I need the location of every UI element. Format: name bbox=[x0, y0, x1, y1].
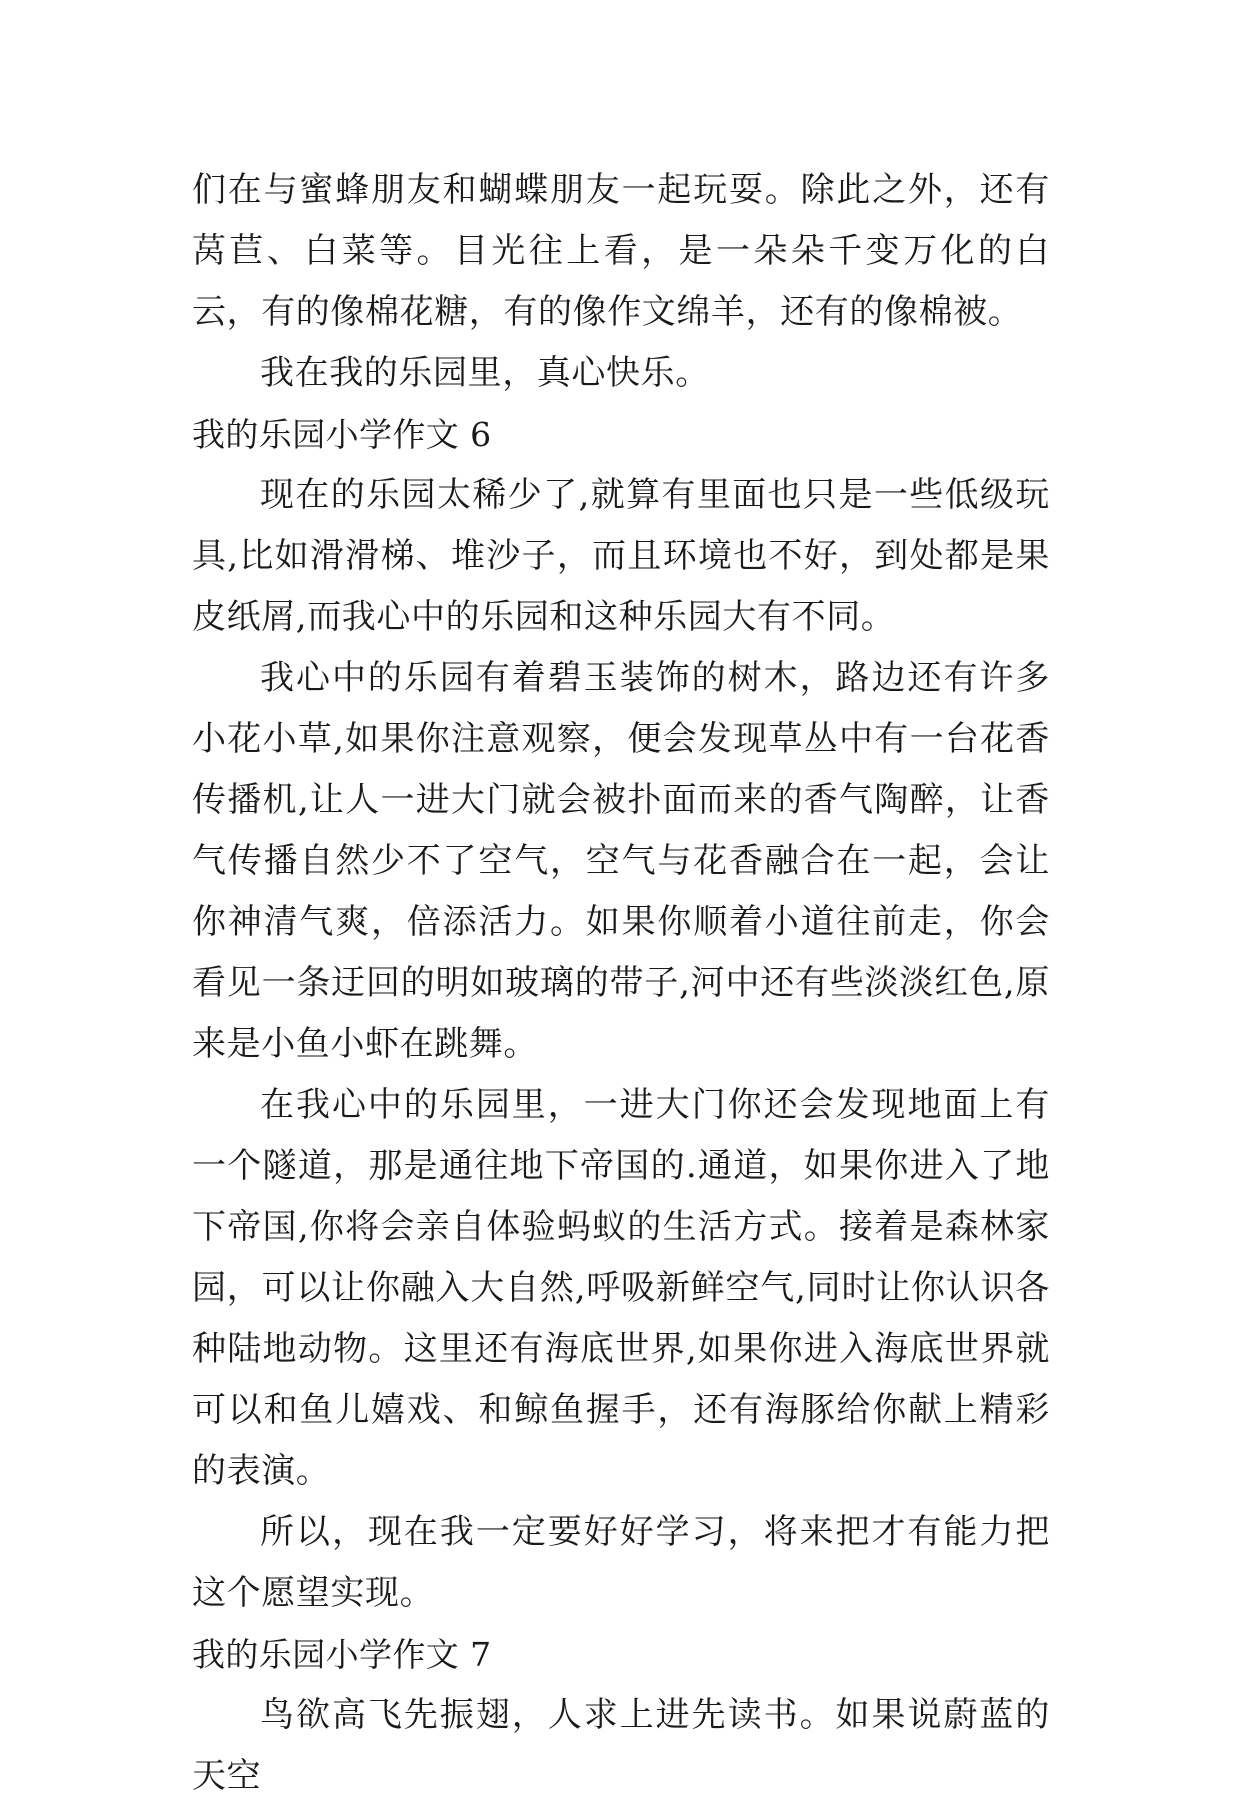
section-heading: 我的乐园小学作文 6 bbox=[192, 415, 492, 454]
section-heading: 我的乐园小学作文 7 bbox=[192, 1635, 492, 1674]
paragraph: 现在的乐园太稀少了,就算有里面也只是一些低级玩具,比如滑滑梯、堆沙子，而且环境也不好，到处都是果皮纸屑,而我心中的乐园和这种乐园大有不同。 bbox=[192, 475, 1050, 637]
paragraph: 鸟欲高飞先振翅，人求上进先读书。如果说蔚蓝的天空 bbox=[192, 1695, 1050, 1796]
paragraph: 所以，现在我一定要好好学习，将来把才有能力把这个愿望实现。 bbox=[192, 1512, 1050, 1613]
paragraph: 在我心中的乐园里，一进大门你还会发现地面上有一个隧道，那是通往地下帝国的.通道，如果你进入了地下帝国,你将会亲自体验蚂蚁的生活方式。接着是森林家园，可以让你融入大自然,呼吸新鲜空气,同时让你认识各种陆地动物。这里还有海底世界,如果你进入海底世界就可以和鱼儿嬉戏、和鲸鱼握手，还有海豚给你献上精彩的表演。 bbox=[192, 1085, 1050, 1491]
paragraph: 我心中的乐园有着碧玉装饰的树木，路边还有许多小花小草,如果你注意观察，便会发现草丛中有一台花香传播机,让人一进大门就会被扑面而来的香气陶醉，让香气传播自然少不了空气，空气与花香融合在一起，会让你神清气爽，倍添活力。如果你顺着小道往前走，你会看见一条迂回的明如玻璃的带子,河中还有些淡淡红色,原来是小鱼小虾在跳舞。 bbox=[192, 658, 1050, 1064]
paragraph: 们在与蜜蜂朋友和蝴蝶朋友一起玩耍。除此之外，还有莴苣、白菜等。目光往上看，是一朵朵千变万化的白云，有的像棉花糖，有的像作文绵羊，还有的像棉被。 bbox=[192, 170, 1050, 332]
document-page bbox=[192, 160, 1050, 1807]
paragraph: 我在我的乐园里，真心快乐。 bbox=[260, 353, 710, 393]
